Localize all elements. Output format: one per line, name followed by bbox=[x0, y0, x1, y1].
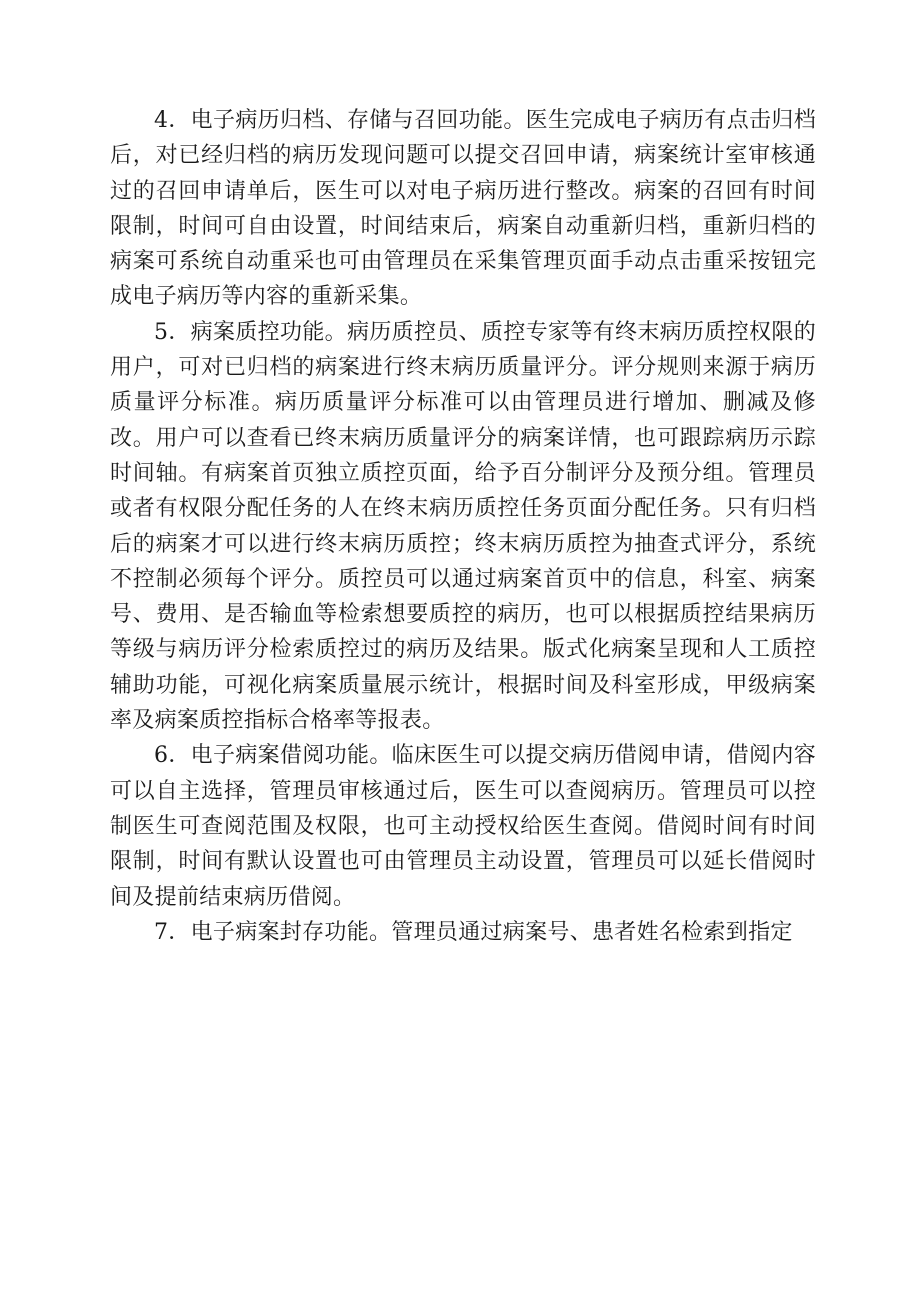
paragraph-quality-control: 5．病案质控功能。病历质控员、质控专家等有终末病历质控权限的用户，可对已归档的病案进行终末病历质量评分。评分规则来源于病历质量评分标准。病历质量评分标准可以由管理员进行增加、删减及修改。用户可以查看已终末病历质量评分的病案详情，也可跟踪病历示踪时间轴。有病案首页独立质控页面，给予百分制评分及预分组。管理员或者有权限分配任务的人在终末病历质控任务页面分配任务。只有归档后的病案才可以进行终末病历质控；终末病历质控为抽查式评分，系统不控制必须每个评分。质控员可以通过病案首页中的信息，科室、病案号、费用、是否输血等检索想要质控的病历，也可以根据质控结果病历等级与病历评分检索质控过的病历及结果。版式化病案呈现和人工质控辅助功能，可视化病案质量展示统计，根据时间及科室形成，甲级病案率及病案质控指标合格率等报表。 bbox=[110, 319, 816, 734]
paragraph-record-borrowing: 6．电子病案借阅功能。临床医生可以提交病历借阅申请，借阅内容可以自主选择，管理员审核通过后，医生可以查阅病历。管理员可以控制医生可查阅范围及权限，也可主动授权给医生查阅。借阅时间有时间限制，时间有默认设置也可由管理员主动设置，管理员可以延长借阅时间及提前结束病历借阅。 bbox=[110, 743, 816, 910]
document-body bbox=[110, 103, 816, 950]
paragraph-record-sealing: 7．电子病案封存功能。管理员通过病案号、患者姓名检索到指定 bbox=[154, 919, 793, 945]
paragraph-archive-recall: 4．电子病历归档、存储与召回功能。医生完成电子病历有点击归档后，对已经归档的病历发现问题可以提交召回申请，病案统计室审核通过的召回申请单后，医生可以对电子病历进行整改。病案的召回有时间限制，时间可自由设置，时间结束后，病案自动重新归档，重新归档的病案可系统自动重采也可由管理员在采集管理页面手动点击重采按钮完成电子病历等内容的重新采集。 bbox=[110, 108, 816, 310]
